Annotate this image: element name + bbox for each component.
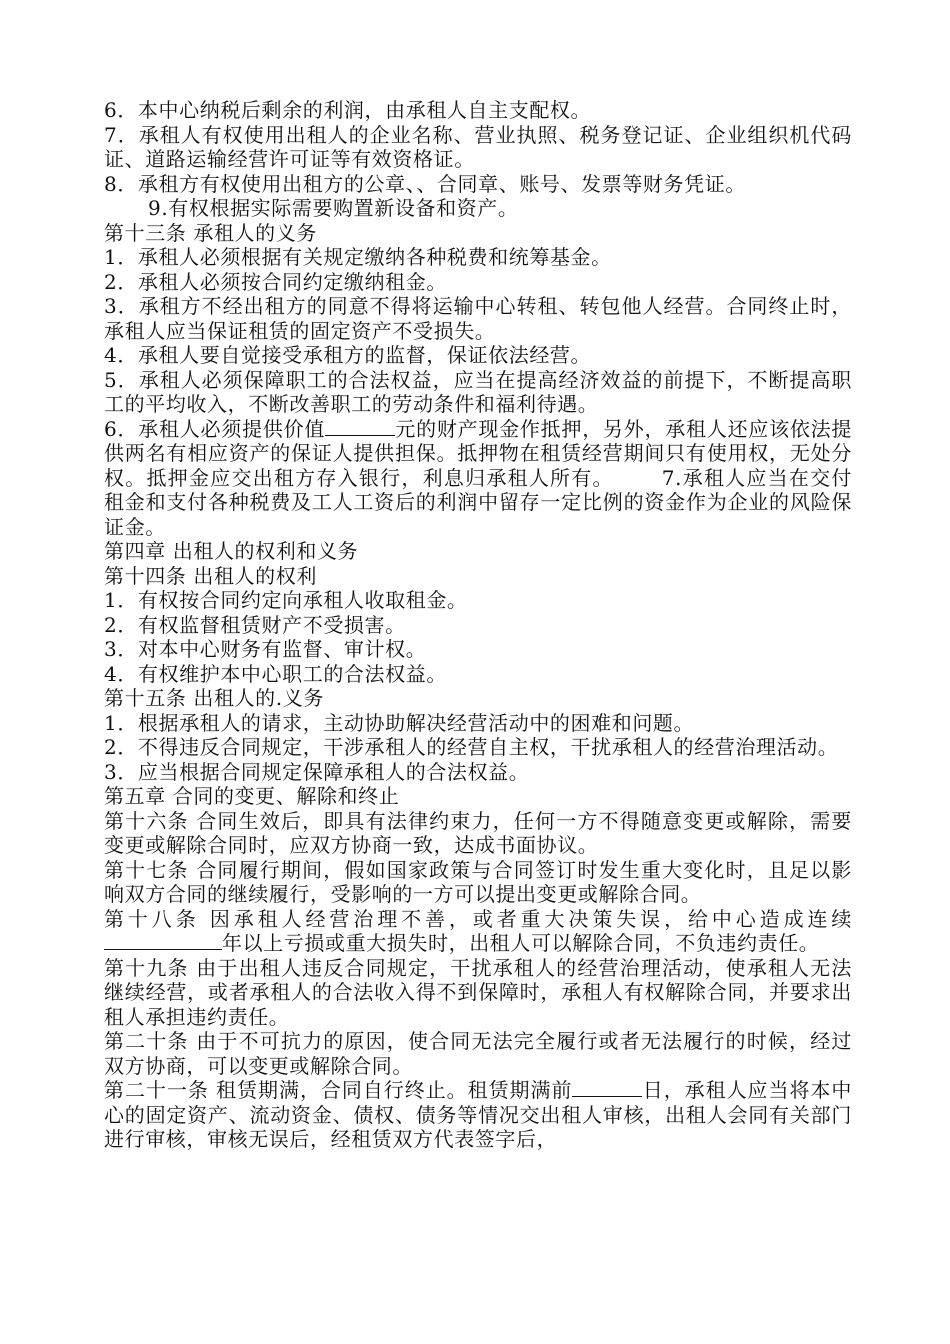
- paragraph: 1．承租人必须根据有关规定缴纳各种税费和统筹基金。: [104, 245, 612, 269]
- paragraph: 6．本中心纳税后剩余的利润，由承租人自主支配权。: [104, 98, 592, 122]
- paragraph-text: 第二十一条 租赁期满，合同自行终止。租赁期满前: [104, 1078, 573, 1102]
- paragraph: 5．承租人必须保障职工的合法权益，应当在提高经济效益的前提下，不断提高职工的平均收入，不断改善职工的劳动条件和福利待遇。: [104, 367, 852, 416]
- paragraph-text: 日，承租人应当将本中心的固定资产、流动资金、债权、债务等情况交出租人审核，出租人会同有关部门进行审核，审核无误后，经租赁双方代表签字后，: [104, 1078, 852, 1151]
- paragraph: 第二十条 由于不可抗力的原因，使合同无法完全履行或者无法履行的时候，经过双方协商，可以变更或解除合同。: [104, 1029, 852, 1078]
- article-heading: 第十四条 出租人的权利: [104, 563, 317, 588]
- paragraph: 2．有权监督租赁财产不受损害。: [104, 612, 406, 637]
- paragraph: 3．应当根据合同规定保障承租人的合法权益。: [104, 759, 530, 784]
- fill-in-blank: [572, 1078, 642, 1097]
- paragraph: 9.有权根据实际需要购置新设备和资产。: [148, 196, 519, 220]
- paragraph: [104, 1078, 852, 1152]
- paragraph: 第十七条 合同履行期间，假如国家政策与合同签订时发生重大变化时，且足以影响双方合同的继续履行，受影响的一方可以提出变更或解除合同。: [104, 857, 852, 906]
- paragraph-text: 元的财产现金作抵押，另外，承租人还应该依法提供两名有相应资产的保证人提供担保。抵押物在租赁经营期间只有使用权，无处分权。抵押金应交出租方存入银行，利息归承租人所有。: [104, 416, 853, 490]
- paragraph: 3．承租方不经出租方的同意不得将运输中心转租、转包他人经营。合同终止时，承租人应当保证租赁的固定资产不受损失。: [104, 294, 852, 343]
- paragraph: 1．有权按合同约定向承租人收取租金。: [104, 588, 468, 612]
- document-page: [104, 98, 852, 1152]
- paragraph: 1．根据承租人的请求，主动协助解决经营活动中的困难和问题。: [104, 710, 695, 735]
- paragraph: 4．承租人要自觉接受承租方的监督，保证依法经营。: [104, 343, 592, 367]
- chapter-heading: 第五章 合同的变更、解除和终止: [104, 784, 400, 808]
- paragraph: 2．承租人必须按合同约定缴纳租金。: [104, 269, 447, 294]
- paragraph: 4．有权维护本中心职工的合法权益。: [104, 661, 447, 686]
- paragraph-text: 年以上亏损或重大损失时，出租人可以解除合同，不负违约责任。: [222, 931, 820, 955]
- paragraph: 7．承租人有权使用出租人的企业名称、营业执照、税务登记证、企业组织机代码证、道路运输经营许可证等有效资格证。: [104, 122, 852, 171]
- paragraph: 2．不得违反合同规定，干涉承租人的经营自主权，干扰承租人的经营治理活动。: [104, 735, 839, 759]
- paragraph: [104, 907, 852, 956]
- article-heading: 第十三条 承租人的义务: [104, 220, 317, 245]
- article-heading: 第十五条 出租人的.义务: [104, 686, 324, 710]
- fill-in-blank: [325, 417, 395, 436]
- paragraph-text: 第十八条 因承租人经营治理不善，或者重大决策失误，给中心造成连续: [104, 906, 852, 931]
- fill-in-blank: [104, 931, 222, 950]
- paragraph: 第十六条 合同生效后，即具有法律约束力，任何一方不得随意变更或解除，需要变更或解除合同时，应双方协商一致，达成书面协议。: [104, 808, 852, 857]
- paragraph: [104, 417, 852, 540]
- paragraph-text: 7.承租人应当在交付租金和支付各种税费及工人工资后的利润中留存一定比例的资金作为企业的风险保证金。: [104, 465, 852, 539]
- paragraph: 第十九条 由于出租人违反合同规定，干扰承租人的经营治理活动，使承租人无法继续经营，或者承租人的合法收入得不到保障时，承租人有权解除合同，并要求出租人承担违约责任。: [104, 955, 852, 1029]
- paragraph: 8．承租方有权使用出租方的公章、、合同章、账号、发票等财务凭证。: [104, 171, 746, 196]
- paragraph-text: 6．承租人必须提供价值: [104, 416, 326, 441]
- paragraph: 3．对本中心财务有监督、审计权。: [104, 637, 427, 661]
- chapter-heading: 第四章 出租人的权利和义务: [104, 539, 359, 563]
